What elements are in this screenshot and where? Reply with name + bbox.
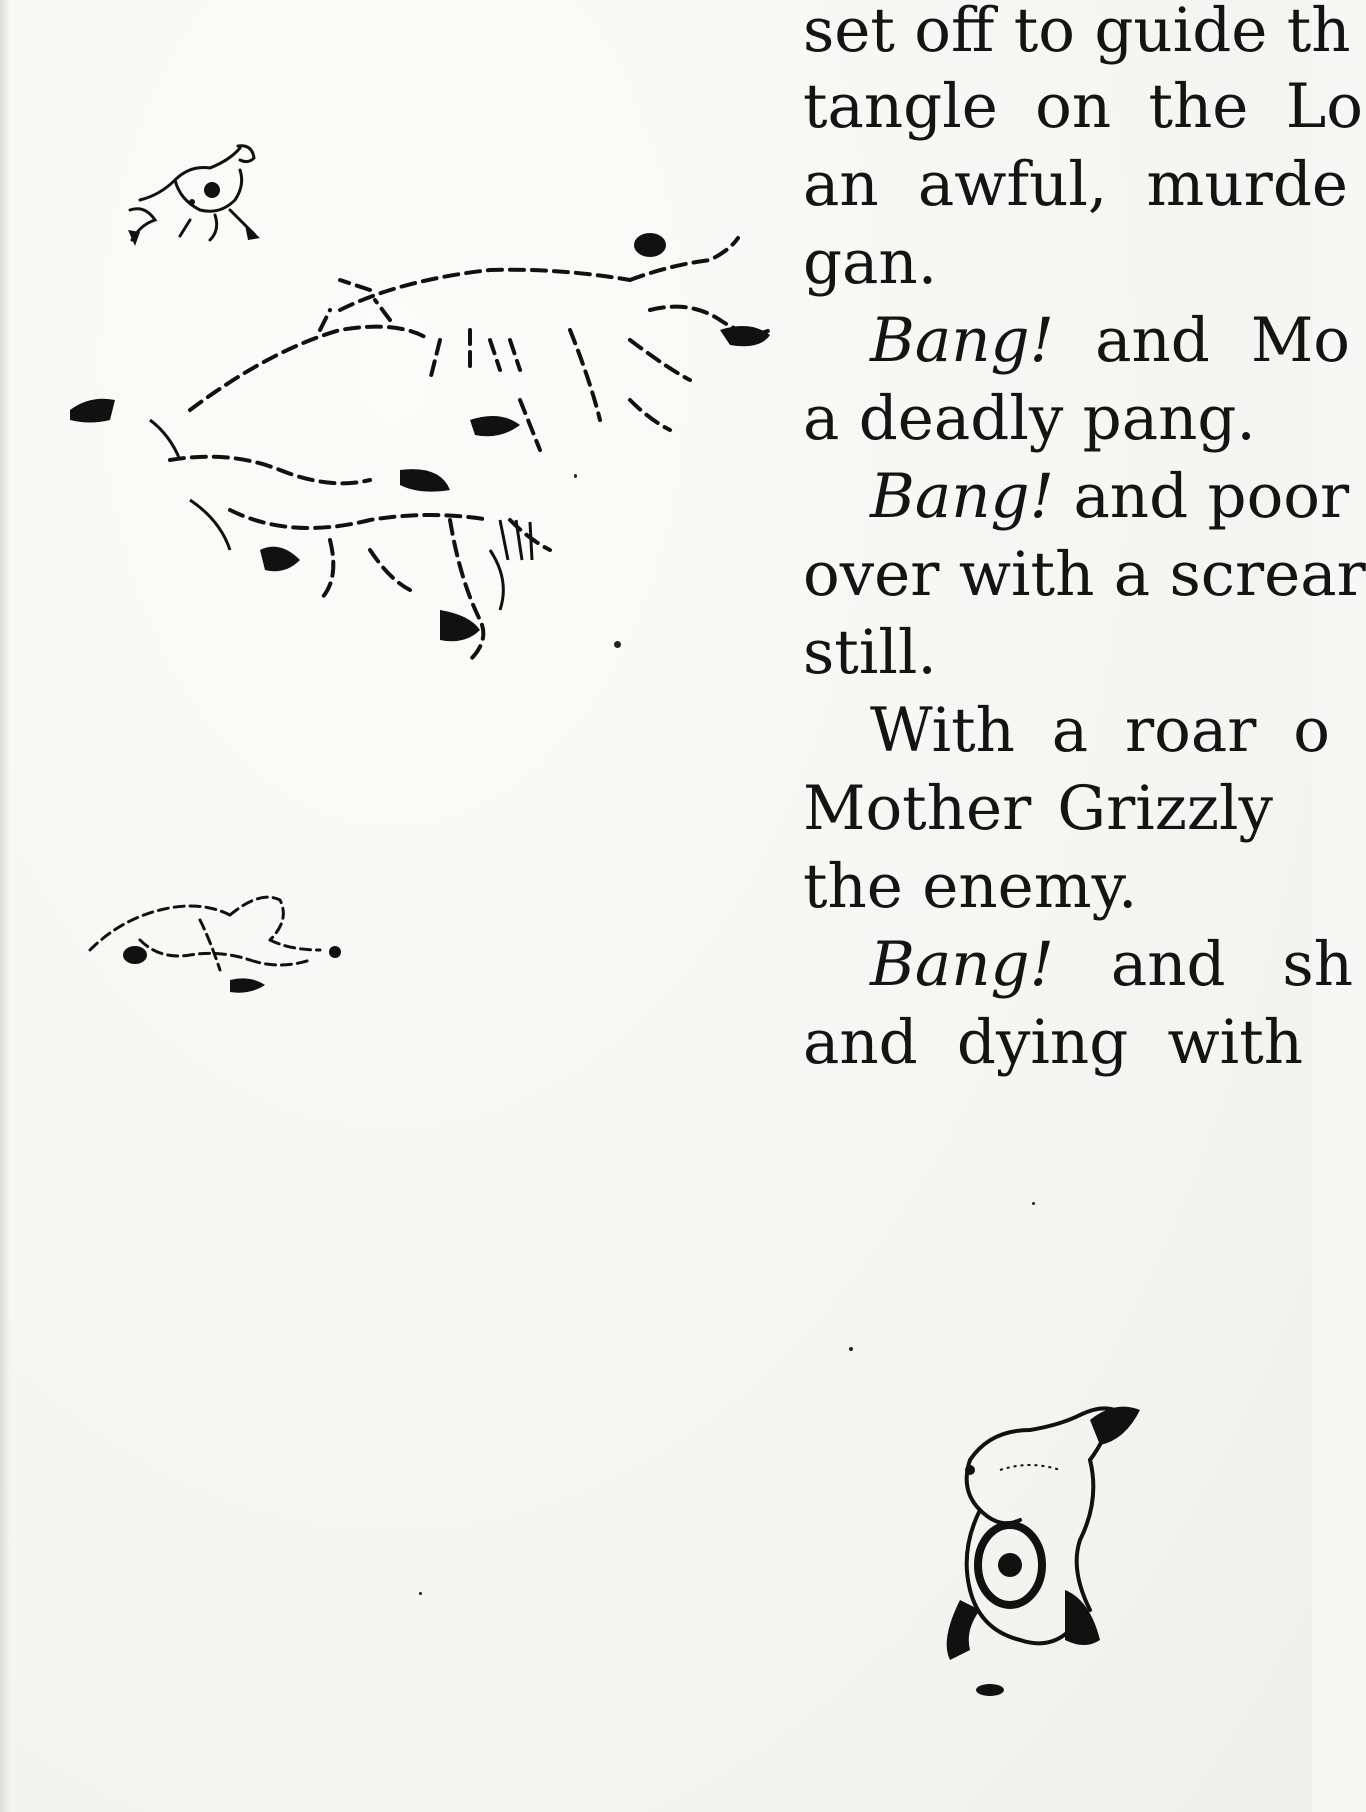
text-line-2: tangle on the Lo (803, 71, 1363, 142)
text-line-11: Mother Grizzly (803, 773, 1273, 844)
ink-speck (1032, 1202, 1035, 1205)
ink-speck (614, 641, 621, 648)
text-line-9: still. (803, 617, 937, 688)
page-edge-shadow (0, 0, 10, 1812)
text-line-12: the enemy. (803, 851, 1138, 922)
dead-bear-sketch (70, 220, 790, 680)
ink-speck (574, 474, 577, 478)
ink-speck (419, 1592, 422, 1595)
text-line-10: With a roar o (870, 695, 1330, 766)
fallen-cub-sketch (80, 880, 360, 1000)
ink-speck (849, 1347, 853, 1351)
text-line-6: a deadly pang. (803, 383, 1256, 454)
text-line-14: and dying with (803, 1007, 1303, 1078)
text-line-13: Bang! and sh (870, 929, 1353, 1000)
text-line-5: Bang! and Mo (870, 305, 1350, 376)
text-line-3: an awful, murde (803, 149, 1348, 220)
text-line-8: over with a screar (803, 539, 1366, 610)
text-line-1: set off to guide th (803, 0, 1351, 66)
cub-upside-down-sketch (940, 1400, 1140, 1700)
text-line-4: gan. (803, 227, 938, 298)
text-line-7: Bang! and poor (870, 461, 1350, 532)
